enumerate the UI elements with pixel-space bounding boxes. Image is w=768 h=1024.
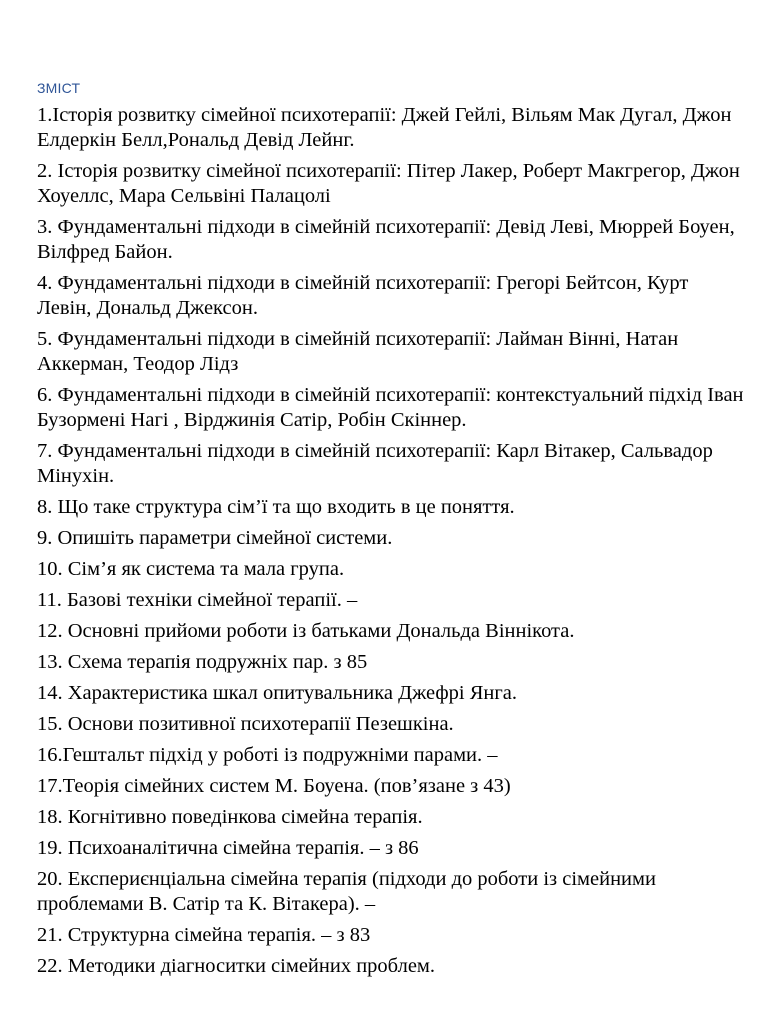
toc-item-3: 3. Фундаментальні підходи в сімейній психотерапії: Девід Леві, Мюррей Боуен, Вілфред Байон. — [37, 216, 735, 263]
toc-item-5: 5. Фундаментальні підходи в сімейній психотерапії: Лайман Вінні, Натан Аккерман, Теодор Лідз — [37, 328, 679, 375]
toc-item-16: 16.Гештальт підхід у роботі із подружніми парами. – — [37, 744, 498, 766]
toc-item-22: 22. Методики діагноситки сімейних проблем. — [37, 955, 436, 977]
toc-item-6: 6. Фундаментальні підходи в сімейній психотерапії: контекстуальний підхід Іван Бузормені Нагі , Вірджинія Сатір, Робін Скіннер. — [37, 384, 744, 431]
toc-item-8: 8. Що таке структура сім’ї та що входить в це поняття. — [37, 496, 515, 518]
toc-item-17: 17.Теорія сімейних систем М. Боуена. (пов’язане з 43) — [37, 775, 511, 797]
toc-list — [37, 103, 747, 985]
toc-item-19: 19. Психоаналітична сімейна терапія. – з 86 — [37, 837, 419, 859]
toc-item-10: 10. Сім’я як система та мала група. — [37, 558, 345, 580]
toc-item-15: 15. Основи позитивної психотерапії Пезешкіна. — [37, 713, 454, 735]
toc-item-9: 9. Опишіть параметри сімейної системи. — [37, 527, 393, 549]
toc-item-4: 4. Фундаментальні підходи в сімейній психотерапії: Грегорі Бейтсон, Курт Левін, Дональд Джексон. — [37, 272, 689, 319]
toc-item-13: 13. Схема терапія подружніх пар. з 85 — [37, 651, 368, 673]
toc-item-2: 2. Історія розвитку сімейної психотерапії: Пітер Лакер, Роберт Макгрегор, Джон Хоуеллс, Мара Сельвіні Палацолі — [37, 160, 740, 207]
toc-item-14: 14. Характеристика шкал опитувальника Джефрі Янга. — [37, 682, 518, 704]
toc-item-1: 1.Історія розвитку сімейної психотерапії: Джей Гейлі, Вільям Мак Дугал, Джон Елдеркін Белл,Рональд Девід Лейнг. — [37, 104, 732, 151]
toc-item-20: 20. Експериєнціальна сімейна терапія (підходи до роботи із сімейними проблемами В. Сатір та К. Вітакера). – — [37, 868, 656, 915]
toc-item-12: 12. Основні прийоми роботи із батьками Дональда Віннікота. — [37, 620, 575, 642]
toc-item-18: 18. Когнітивно поведінкова сімейна терапія. — [37, 806, 423, 828]
toc-item-11: 11. Базові техніки сімейної терапії. – — [37, 589, 358, 611]
toc-heading: ЗМІСТ — [37, 80, 81, 96]
toc-item-21: 21. Структурна сімейна терапія. – з 83 — [37, 924, 371, 946]
toc-item-7: 7. Фундаментальні підходи в сімейній психотерапії: Карл Вітакер, Сальвадор Мінухін. — [37, 440, 713, 487]
